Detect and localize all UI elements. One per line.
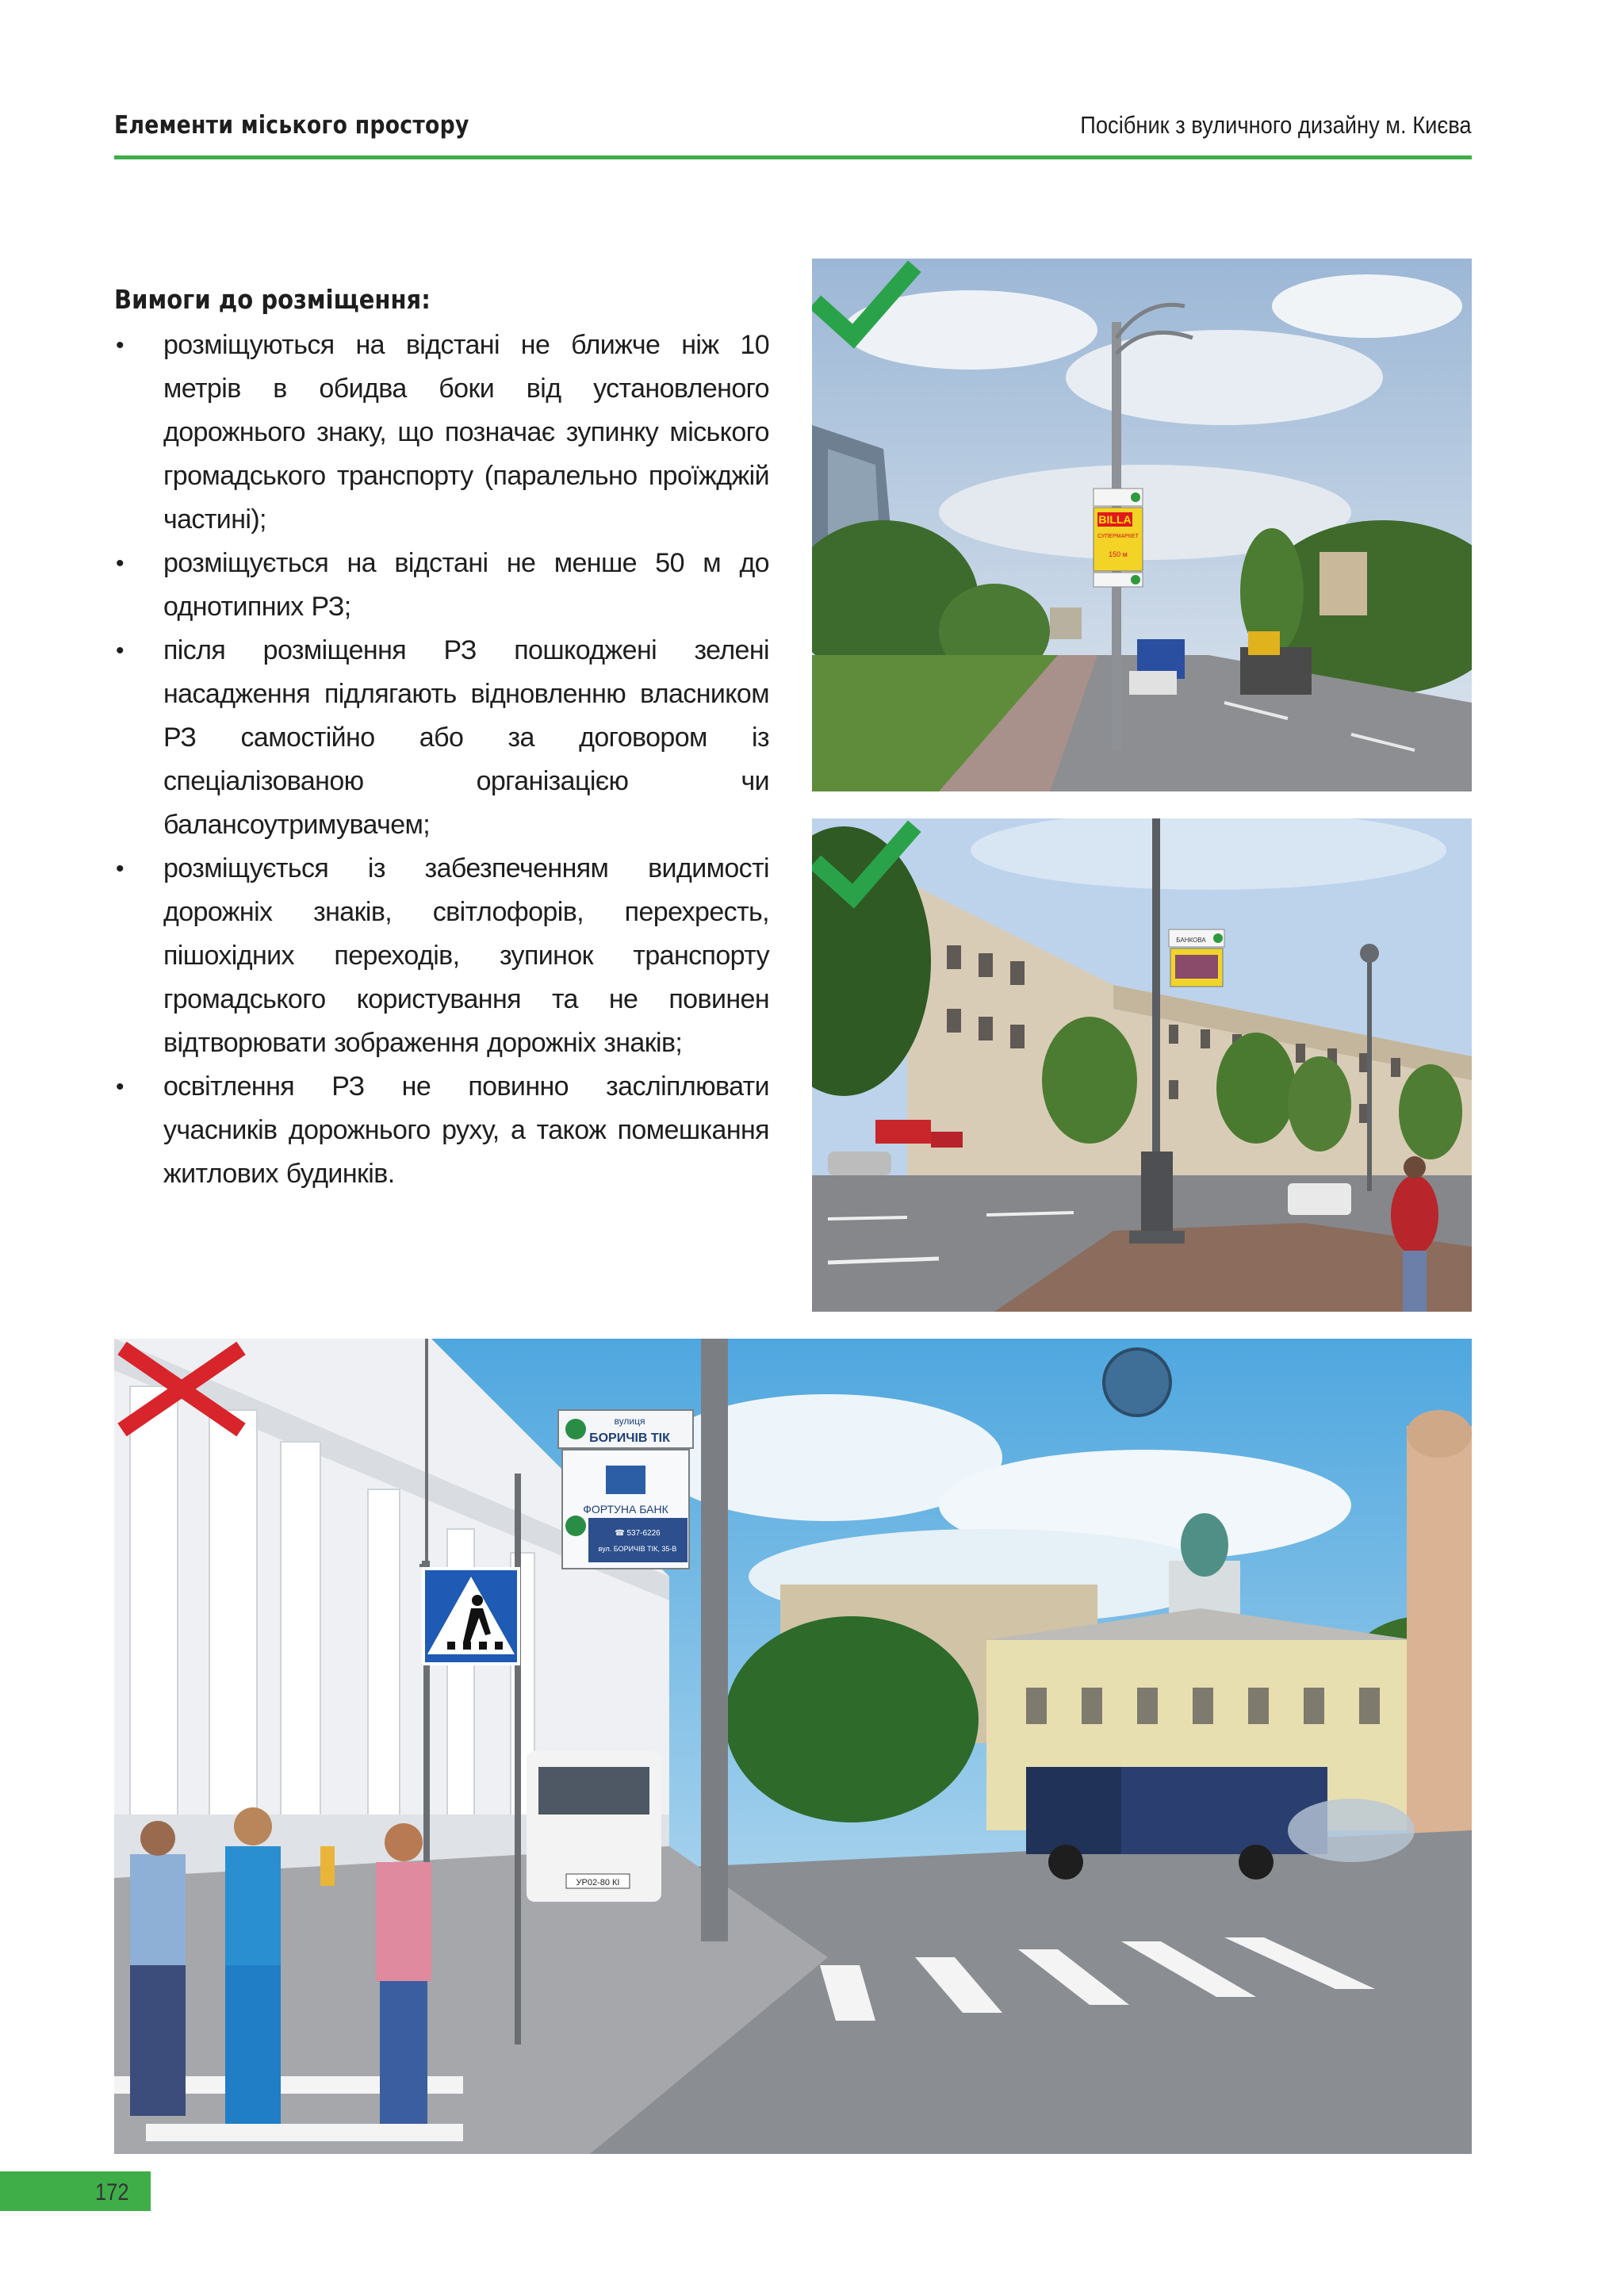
pedestrian-crossing-sign xyxy=(423,1569,519,1664)
bullet-icon: • xyxy=(116,332,124,358)
requirements-heading: Вимоги до розміщення: xyxy=(114,284,431,315)
bank-phone: ☎ 537-6226 xyxy=(615,1529,661,1538)
billa-sign-line2: 150 м xyxy=(1109,550,1128,558)
billa-logo-text: BILLA xyxy=(1098,513,1132,526)
list-item: • освітлення РЗ не повинно засліплювати учасників дорожнього руху, а також помешкання житлових будинків. xyxy=(114,1065,769,1196)
list-item: • розміщується із забезпеченням видимості дорожніх знаків, світлофорів, перехресть, пішохідних переходів, зупинок транспорту громадського користування та не повинен відтворювати зображення дорожніх знаків; xyxy=(114,847,769,1065)
page-number: 172 xyxy=(95,2179,129,2205)
street-sign-label: вулиця xyxy=(614,1416,645,1427)
bullet-icon: • xyxy=(116,638,124,664)
photo-good-example-1 xyxy=(812,259,1472,791)
section-title: Елементи міського простору xyxy=(114,111,469,140)
bullet-icon: • xyxy=(116,856,124,882)
book-title: Посібник з вуличного дизайну м. Києва xyxy=(1080,111,1472,139)
photo-good-example-2 xyxy=(812,818,1472,1312)
street-sign-name: БОРИЧІВ ТІК xyxy=(589,1431,670,1445)
van-license-plate: УР02-80 КІ xyxy=(576,1878,620,1887)
bankova-sign-label: БАНКОВА xyxy=(1176,937,1206,944)
list-item: • розміщується на відстані не менше 50 м до однотипних РЗ; xyxy=(114,542,769,629)
list-item: • розміщуються на відстані не ближче ніж 10 метрів в обидва боки від установленого дорожнього знаку, що позначає зупинку міського громадського транспорту (паралельно проїжджій частині); xyxy=(114,324,769,542)
bullet-icon: • xyxy=(116,550,124,577)
photo-bad-example xyxy=(114,1339,1472,2154)
bank-name: ФОРТУНА БАНК xyxy=(583,1503,668,1516)
bank-address: вул. БОРИЧІВ ТІК, 35-В xyxy=(598,1545,677,1553)
list-item: • після розміщення РЗ пошкоджені зелені насадження підлягають відновленню власником РЗ самостійно або за договором із спеціалізованою організацією чи балансоутримувачем; xyxy=(114,629,769,847)
bullet-icon: • xyxy=(116,1074,124,1100)
header-divider xyxy=(114,155,1472,159)
billa-sign-line1: СУПЕРМАРКЕТ xyxy=(1097,534,1139,539)
requirements-list xyxy=(114,324,769,1196)
